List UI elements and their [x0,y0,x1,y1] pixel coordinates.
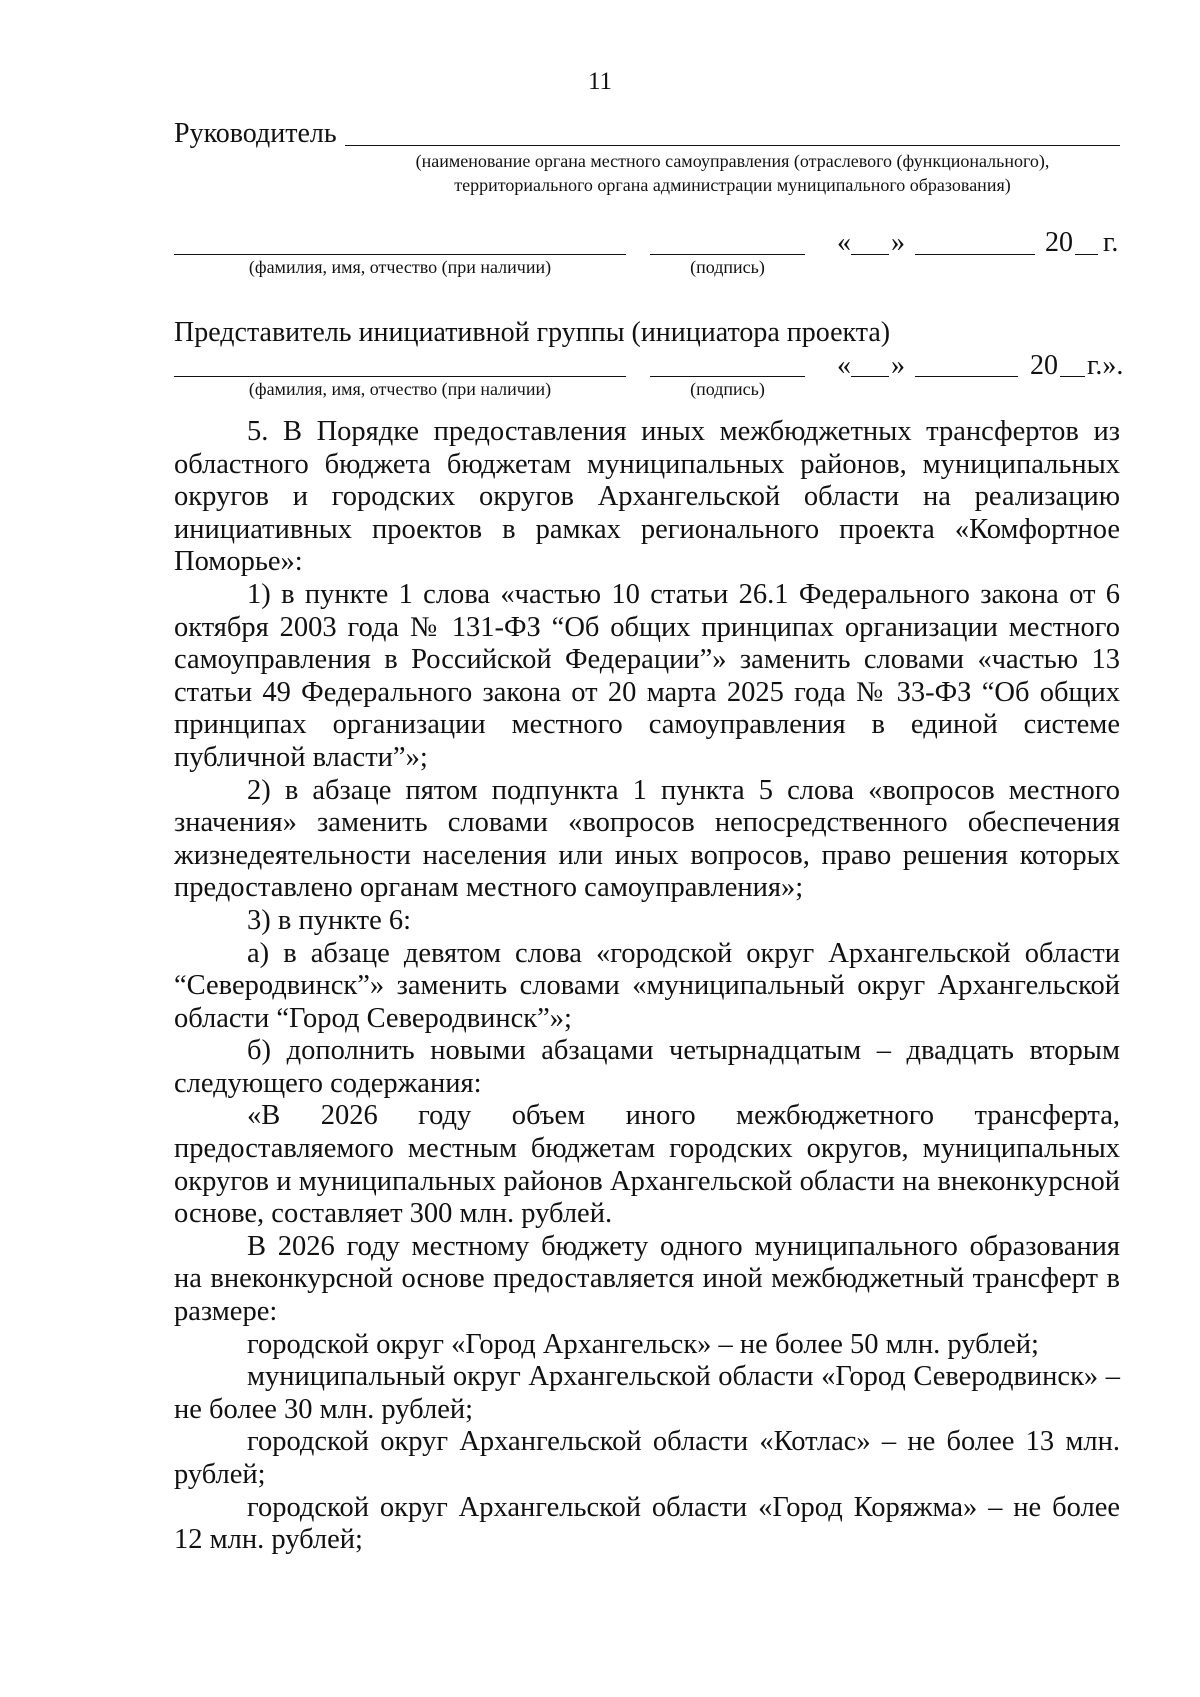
name-line [174,254,626,255]
paragraph: 1) в пункте 1 слова «частью 10 статьи 26.1 Федерального закона от 6 октября 2003 года № 131-ФЗ “Об общих принципах организации местного самоуправления в Российской Федерации”» заменить словами «частью 13 статьи 49 Федерального закона от 20 марта 2025 года № 33-ФЗ “Об общих принципах организации местного самоуправления в единой системе публичной власти”»; [174,578,1120,773]
signature-line [650,254,805,255]
date-year-prefix: 20 [1045,227,1073,258]
body-text [174,416,1120,1557]
org-caption-2: территориального органа администрации муниципального образования) [454,175,1011,195]
paragraph: б) дополнить новыми абзацами четырнадцатым – двадцать вторым следующего содержания: [174,1035,1120,1099]
date-year-suffix: г.». [1087,350,1124,381]
date-quote-open: « [837,350,851,381]
paragraph: 2) в абзаце пятом подпункта 1 пункта 5 слова «вопросов местного значения» заменить словами «вопросов непосредственного обеспечения жизнедеятельности населения или иных вопросов, право решения которых предоставлено органам местного самоуправления»; [174,774,1120,904]
date-year-line [1060,376,1085,377]
date-quote-close: » [891,227,905,258]
paragraph: а) в абзаце девятом слова «городской округ Архангельской области “Северодвинск”» заменить словами «муниципальный округ Архангельской области “Город Северодвинск”»; [174,937,1120,1034]
date-month-line [915,254,1035,255]
date-year-suffix: г. [1103,227,1119,258]
name-line [174,376,626,377]
paragraph: В 2026 году местному бюджету одного муниципального образования на внеконкурсной основе предоставляется иной межбюджетный трансферт в размере: [174,1230,1120,1328]
paragraph: «В 2026 году объем иного межбюджетного трансферта, предоставляемого местным бюджетам городских округов, муниципальных округов и муниципальных районов Архангельской области на внеконкурсной основе, составляет 300 млн. рублей. [174,1100,1120,1230]
signature-caption: (подпись) [690,257,765,277]
paragraph: городской округ Архангельской области «Город Коряжма» – не более 12 млн. рублей; [174,1491,1120,1556]
date-day-line [851,376,889,377]
org-name-line [345,145,1120,146]
date-year-prefix: 20 [1030,350,1058,381]
head-title: Руководитель [174,118,337,149]
date-year-line [1075,254,1098,255]
paragraph: муниципальный округ Архангельской области «Город Северодвинск» – не более 30 млн. рублей; [174,1361,1120,1425]
name-caption: (фамилия, имя, отчество (при наличии) [248,257,552,277]
paragraph: городской округ Архангельской области «Котлас» – не более 13 млн. рублей; [174,1426,1120,1490]
date-day-line [851,254,889,255]
paragraph: 3) в пункте 6: [247,904,412,936]
signature-line [650,376,805,377]
date-quote-close: » [891,350,905,381]
page-number: 11 [587,68,613,95]
paragraph: 5. В Порядке предоставления иных межбюджетных трансфертов из областного бюджета бюджетам муниципальных районов, муниципальных округов и городских округов Архангельской области на реализацию инициативных проектов в рамках регионального проекта «Комфортное Поморье»: [174,416,1120,578]
signature-caption: (подпись) [690,379,765,399]
name-caption: (фамилия, имя, отчество (при наличии) [248,379,552,399]
date-quote-open: « [837,227,851,258]
paragraph: городской округ «Город Архангельск» – не более 50 млн. рублей; [247,1328,1039,1360]
representative-title: Представитель инициативной группы (инициатора проекта) [174,317,891,348]
date-month-line [915,376,1018,377]
org-caption-1: (наименование органа местного самоуправления (отраслевого (функционального), [415,151,1050,171]
